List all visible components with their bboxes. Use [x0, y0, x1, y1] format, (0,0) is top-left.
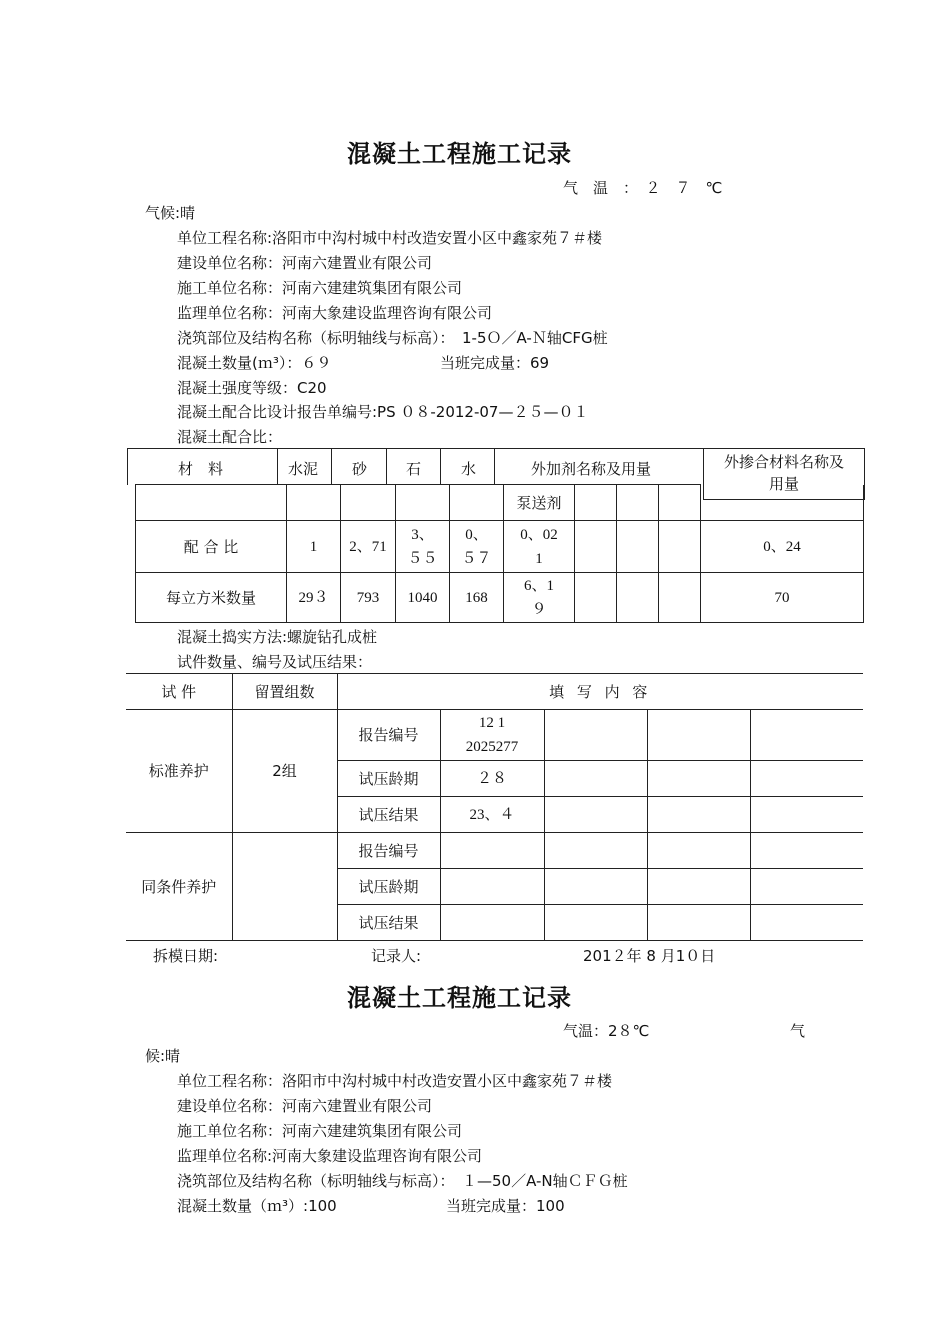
mix-ratio-table	[135, 484, 864, 623]
mix-cell: 70	[701, 573, 864, 623]
record2-weather: 候:晴	[145, 1047, 181, 1065]
mix-cell: 1	[287, 521, 341, 573]
mix-row-label: 每立方米数量	[136, 573, 287, 623]
test-results-table	[126, 673, 863, 941]
test-item: 试压龄期	[337, 869, 440, 905]
table-row	[126, 710, 863, 761]
record2-owner: 建设单位名称：河南六建置业有限公司	[177, 1097, 433, 1115]
test-value: 23、４	[440, 797, 544, 833]
record2-quantity: 混凝土数量（ｍ³）:100	[177, 1197, 337, 1215]
table-row	[136, 521, 864, 573]
test-item: 报告编号	[337, 710, 440, 761]
mix-admixture-name: 泵送剂	[504, 485, 575, 521]
record1-recorder: 记录人:	[371, 947, 422, 965]
group-same-condition-count	[232, 833, 337, 941]
record2-title: 混凝土工程施工记录	[347, 984, 572, 1012]
mix-cell: 2、71	[341, 521, 396, 573]
mix-blank-cell	[136, 485, 287, 521]
mix-cell: 0、５７	[450, 521, 504, 573]
test-item: 试压结果	[337, 905, 440, 941]
record2-shift-done: 当班完成量：100	[446, 1197, 565, 1215]
record1-mix-label: 混凝土配合比：	[177, 428, 283, 446]
record1-owner: 建设单位名称：河南六建置业有限公司	[177, 254, 433, 272]
group-same-condition: 同条件养护	[126, 833, 232, 941]
test-item: 报告编号	[337, 833, 440, 869]
group-standard: 标准养护	[126, 710, 232, 833]
table-row	[126, 833, 863, 869]
record2-pour-location: 浇筑部位及结构名称（标明轴线与标高）： １—50／A-N轴ＣＦＧ桩	[177, 1172, 628, 1190]
mix-cell: 0、24	[701, 521, 864, 573]
mix-cell: 168	[450, 573, 504, 623]
record1-project-name: 单位工程名称:洛阳市中沟村城中村改造安置小区中鑫家苑７＃楼	[177, 229, 603, 247]
record2-supervisor: 监理单位名称:河南大象建设监理咨询有限公司	[177, 1147, 483, 1165]
record1-date: 201２年 8 月1０日	[583, 947, 716, 965]
mix-header-admixture: 外加剂名称及用量	[531, 460, 652, 478]
group-standard-count: 2组	[232, 710, 337, 833]
mix-cell: 793	[341, 573, 396, 623]
mix-cell: 3、５５	[396, 521, 450, 573]
record1-shift-done: 当班完成量：69	[440, 354, 550, 372]
mix-header-sand: 砂	[352, 460, 368, 478]
record1-compaction: 混凝土捣实方法:螺旋钻孔成桩	[177, 628, 378, 646]
test-header-content: 填 写 内 容	[337, 674, 863, 710]
mix-header-stone: 石	[406, 460, 422, 478]
mix-row-label: 配 合 比	[136, 521, 287, 573]
record2-contractor: 施工单位名称：河南六建建筑集团有限公司	[177, 1122, 463, 1140]
record1-supervisor: 监理单位名称：河南大象建设监理咨询有限公司	[177, 304, 493, 322]
test-header-specimen: 试 件	[126, 674, 232, 710]
mix-cell: 0、021	[504, 521, 575, 573]
test-value	[440, 833, 544, 869]
table-row	[136, 573, 864, 623]
mix-cell: 6、1９	[504, 573, 575, 623]
mix-header-material: 材 料	[178, 460, 224, 478]
record1-strength: 混凝土强度等级：C20	[177, 379, 327, 397]
record1-quantity: 混凝土数量(ｍ³）：６９	[177, 354, 332, 372]
mix-header-cement: 水泥	[288, 460, 319, 478]
test-value	[440, 869, 544, 905]
record1-weather: 气候:晴	[145, 204, 196, 222]
record2-temperature: 气温：2８℃	[563, 1022, 650, 1040]
mix-cell: 1040	[396, 573, 450, 623]
record1-pour-location: 浇筑部位及结构名称（标明轴线与标高）： 1-5Ｏ／A-Ｎ轴CFG桩	[177, 329, 608, 347]
record1-demold-date: 拆模日期:	[153, 947, 219, 965]
record1-temperature: 气 温 ： ２ ７ ℃	[563, 179, 723, 197]
record2-project-name: 单位工程名称：洛阳市中沟村城中村改造安置小区中鑫家苑７＃楼	[177, 1072, 613, 1090]
test-value: ２８	[440, 761, 544, 797]
record1-contractor: 施工单位名称：河南六建建筑集团有限公司	[177, 279, 463, 297]
mix-cell: 29３	[287, 573, 341, 623]
test-value	[440, 905, 544, 941]
record2-weather-tail: 气	[790, 1022, 806, 1040]
mix-header-extra: 外掺合材料名称及用量	[723, 453, 844, 493]
test-item: 试压龄期	[337, 761, 440, 797]
test-header-count: 留置组数	[232, 674, 337, 710]
record1-specimen-label: 试件数量、编号及试压结果：	[177, 653, 373, 671]
record1-title: 混凝土工程施工记录	[347, 140, 572, 168]
record1-report-no: 混凝土配合比设计报告单编号:PS ０８-2012-07—２５—０１	[177, 403, 589, 421]
test-value: 12 1 2025277	[440, 710, 544, 761]
test-item: 试压结果	[337, 797, 440, 833]
mix-header-water: 水	[461, 460, 477, 478]
